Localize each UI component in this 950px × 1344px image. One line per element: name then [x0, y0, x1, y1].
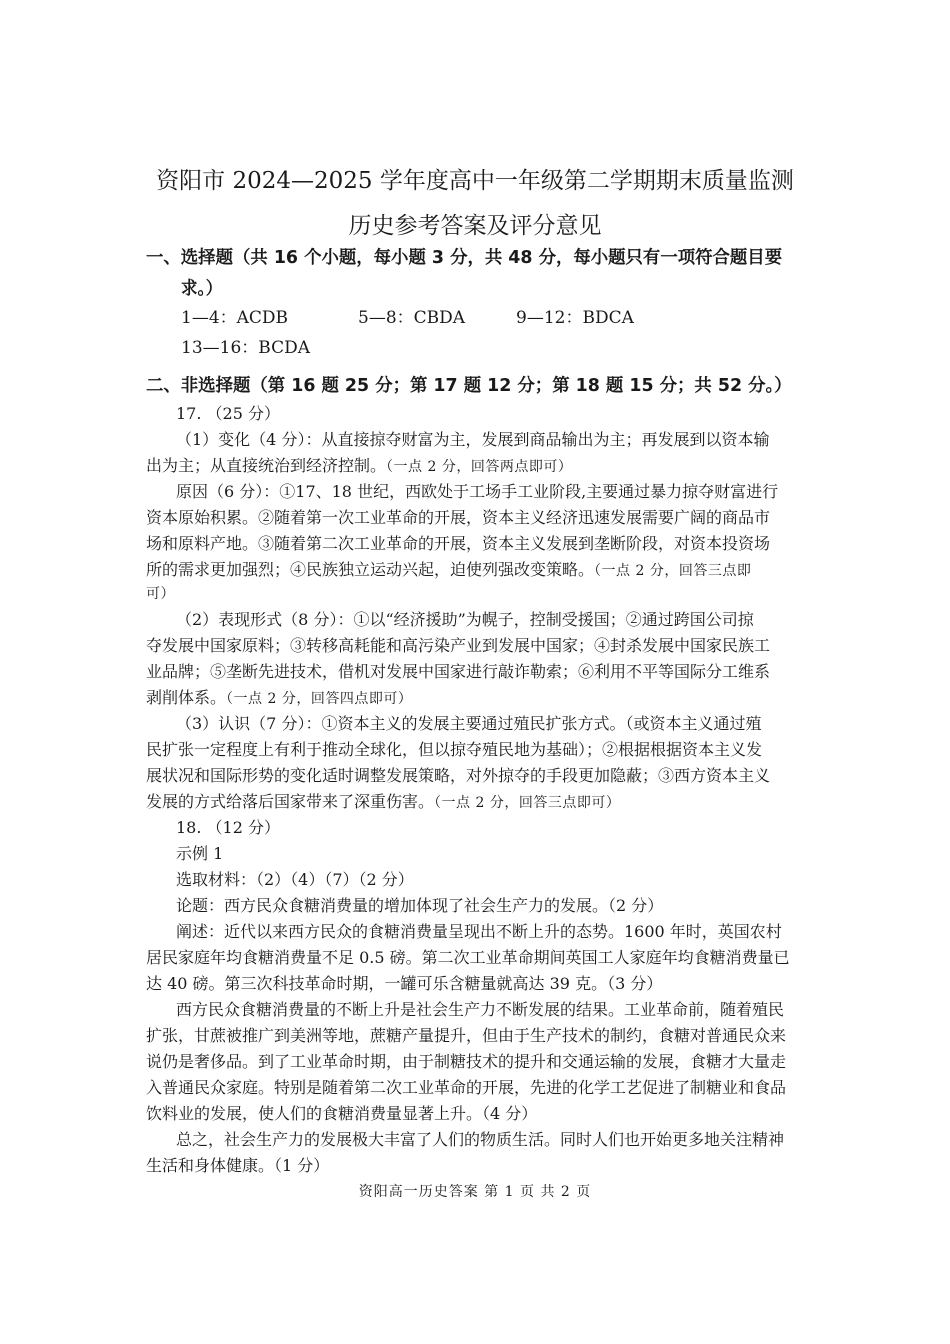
q17-p3-line	[146, 685, 412, 712]
q18-p2-line: 西方民众食糖消费量的不断上升是社会生产力不断发展的结果。工业革命前，随着殖民	[176, 1000, 785, 1019]
q17-p4-line: （3）认识（7 分）：①资本主义的发展主要通过殖民扩张方式。（或资本主义通过殖	[176, 714, 762, 733]
q17-p3-scoring-note: （一点 2 分，回答四点即可）	[226, 691, 413, 707]
q18-example-label: 示例 1	[176, 844, 224, 863]
q17-p4-scoring-note: （一点 2 分，回答三点即可）	[434, 795, 621, 811]
q18-p1-line: 居民家庭年均食糖消费量不足 0.5 磅。第二次工业革命期间英国工人家庭年均食糖消费量已	[146, 948, 790, 967]
q17-p1-scoring-note: （一点 2 分，回答两点即可）	[386, 459, 573, 475]
q18-p1-line: 阐述：近代以来西方民众的食糖消费量呈现出不断上升的态势。1600 年时，英国农村	[176, 922, 782, 941]
section1-heading: 一、选择题（共 16 个小题，每小题 3 分，共 48 分，每小题只有一项符合题目要	[146, 248, 783, 268]
q17-p1-line: （1）变化（4 分）：从直接掠夺财富为主，发展到商品输出为主；再发展到以资本输	[176, 430, 770, 449]
mcq-answer-13-16: 13—16：BCDA	[181, 338, 310, 358]
q17-p1-text: 出为主；从直接统治到经济控制。	[146, 456, 387, 475]
q18-p2-line: 说仍是奢侈品。到了工业革命时期，由于制糖技术的提升和交通运输的发展，食糖才大量走	[146, 1052, 787, 1071]
q17-p2-line: 资本原始积累。②随着第一次工业革命的开展，资本主义经济迅速发展需要广阔的商品市	[146, 508, 771, 527]
section2-heading: 二、非选择题（第 16 题 25 分；第 17 题 12 分；第 18 题 15 分；共 52 分。）	[146, 376, 792, 396]
q18-label: 18. （12 分）	[176, 818, 280, 837]
page-subtitle: 历史参考答案及评分意见	[348, 213, 602, 239]
mcq-answer-5-8: 5—8：CBDA	[358, 308, 466, 328]
page-footer: 资阳高一历史答案 第 1 页 共 2 页	[358, 1184, 592, 1200]
q17-p3-line: 业品牌；⑤垄断先进技术，借机对发展中国家进行敲诈勒索；⑥利用不平等国际分工维系	[146, 662, 771, 681]
mcq-answer-9-12: 9—12：BDCA	[516, 308, 634, 328]
section1-heading-cont: 求。）	[181, 279, 223, 299]
q17-p3-text: 剥削体系。	[146, 688, 227, 707]
mcq-answer-1-4: 1—4：ACDB	[181, 308, 289, 328]
q17-p2-line: 原因（6 分）：①17、18 世纪，西欧处于工场手工业阶段,主要通过暴力掠夺财富进行	[176, 482, 779, 501]
q18-p3-line: 生活和身体健康。（1 分）	[146, 1156, 330, 1175]
page-title: 资阳市 2024—2025 学年度高中一年级第二学期期末质量监测	[156, 168, 794, 194]
q18-p2-line: 入普通民众家庭。特别是随着第二次工业革命的开展，先进的化学工艺促进了制糖业和食品	[146, 1078, 787, 1097]
q17-p2-text: 所的需求更加强烈；④民族独立运动兴起，迫使列强改变策略。	[146, 560, 595, 579]
q17-p1-line	[146, 453, 572, 480]
q18-materials: 选取材料：（2）（4）（7）（2 分）	[176, 870, 414, 889]
q17-p3-line: （2）表现形式（8 分）：①以“经济援助”为幌子，控制受援国；②通过跨国公司掠	[176, 610, 754, 629]
q18-p1-line: 达 40 磅。第三次科技革命时期，一罐可乐含糖量就高达 39 克。（3 分）	[146, 974, 663, 993]
q18-p2-line: 扩张，甘蔗被推广到美洲等地，蔗糖产量提升，但由于生产技术的制约，食糖对普通民众来	[146, 1026, 787, 1045]
q18-p3-line: 总之，社会生产力的发展极大丰富了人们的物质生活。同时人们也开始更多地关注精神	[176, 1130, 785, 1149]
q17-p4-line: 展状况和国际形势的变化适时调整发展策略，对外掠夺的手段更加隐蔽；③西方资本主义	[146, 766, 771, 785]
q17-p3-line: 夺发展中国家原料；③转移高耗能和高污染产业到发展中国家；④封杀发展中国家民族工	[146, 636, 771, 655]
q17-p4-text: 发展的方式给落后国家带来了深重伤害。	[146, 792, 435, 811]
q17-label: 17. （25 分）	[176, 404, 280, 423]
q18-thesis: 论题：西方民众食糖消费量的增加体现了社会生产力的发展。（2 分）	[176, 896, 664, 915]
q17-p2-line	[146, 557, 751, 584]
q17-p2-line: 场和原料产地。③随着第二次工业革命的开展，资本主义发展到垄断阶段，对资本投资场	[146, 534, 771, 553]
q17-p4-line: 民扩张一定程度上有利于推动全球化，但以掠夺殖民地为基础）；②根据根据资本主义发	[146, 740, 763, 759]
q18-p2-line: 饮料业的发展，使人们的食糖消费量显著上升。（4 分）	[146, 1104, 538, 1123]
q17-p2-scoring-note: （一点 2 分，回答三点即	[594, 563, 752, 579]
q17-p4-line	[146, 789, 620, 816]
q17-p2-scoring-note-cont: 可）	[146, 586, 175, 602]
